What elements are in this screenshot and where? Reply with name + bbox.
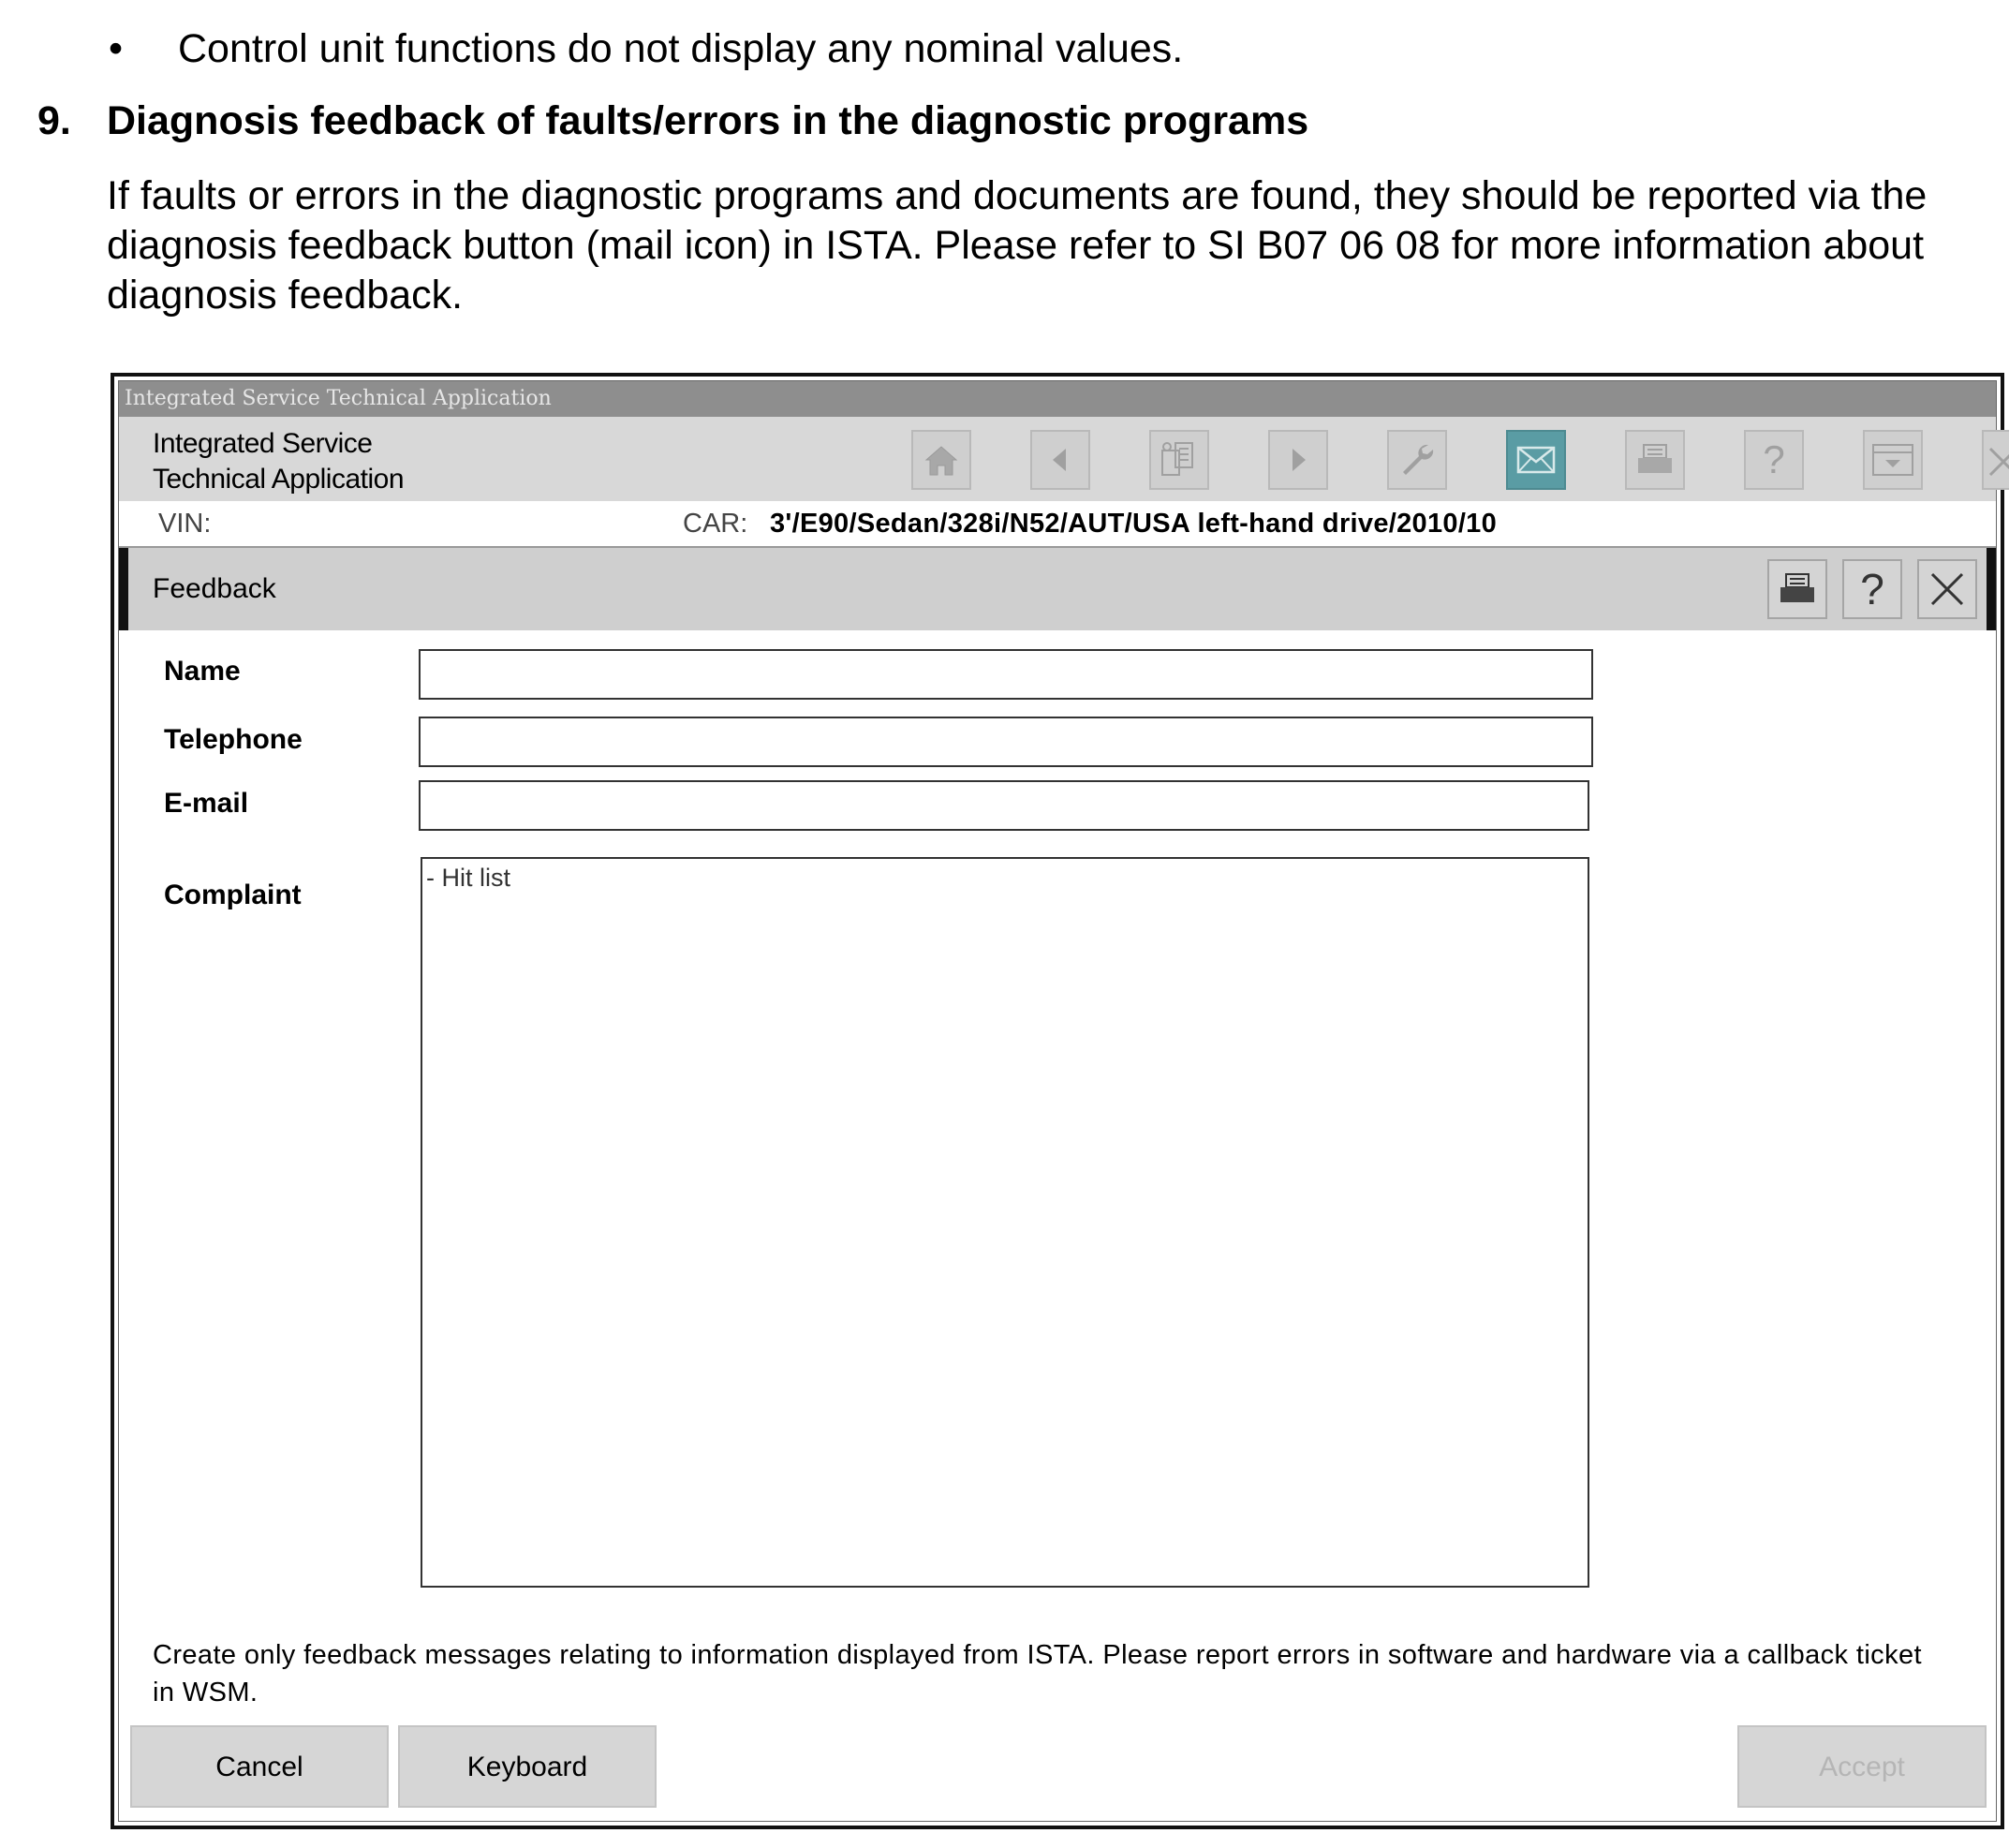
app-toolbar	[119, 417, 1996, 501]
telephone-field[interactable]	[419, 717, 1593, 767]
svg-text:?: ?	[1763, 439, 1785, 480]
window-frame	[118, 380, 1997, 1822]
name-label: Name	[164, 656, 241, 687]
vehicle-info-bar	[119, 501, 1996, 548]
documents-icon	[1157, 437, 1202, 482]
vin-label: VIN:	[158, 509, 212, 539]
bullet-marker: •	[109, 26, 124, 71]
accept-button[interactable]: Accept	[1737, 1725, 1987, 1808]
feedback-notice: Create only feedback messages relating to information displayed from ISTA. Please report errors in software and hardware via a callback ticket in WSM.	[153, 1640, 1922, 1708]
help-icon	[1755, 439, 1793, 480]
forward-arrow-icon	[1279, 441, 1317, 479]
cancel-button[interactable]: Cancel	[130, 1725, 389, 1808]
email-field[interactable]	[419, 780, 1589, 831]
help-button[interactable]	[1744, 430, 1804, 490]
feedback-close-button[interactable]	[1917, 559, 1977, 619]
feedback-title: Feedback	[153, 573, 276, 604]
home-button[interactable]	[911, 430, 971, 490]
print-button[interactable]	[1625, 430, 1685, 490]
svg-text:?: ?	[1860, 567, 1884, 612]
back-button[interactable]	[1030, 430, 1090, 490]
app-name-line2: Technical Application	[153, 464, 405, 495]
documents-button[interactable]	[1149, 430, 1209, 490]
car-value: 3'/E90/Sedan/328i/N52/AUT/USA left-hand drive/2010/10	[770, 509, 1498, 539]
forward-button[interactable]	[1268, 430, 1328, 490]
window-titlebar: Integrated Service Technical Application	[119, 381, 1996, 417]
section-title: Diagnosis feedback of faults/errors in the diagnostic programs	[107, 98, 1309, 143]
help-icon	[1854, 567, 1891, 612]
car-label: CAR:	[683, 509, 748, 539]
minimize-icon	[1870, 441, 1915, 479]
email-label: E-mail	[164, 788, 249, 819]
minimize-button[interactable]	[1863, 430, 1923, 490]
print-icon	[1777, 570, 1818, 608]
wrench-icon	[1396, 439, 1438, 480]
app-name-line1: Integrated Service	[153, 428, 373, 459]
close-app-button[interactable]	[1982, 430, 2009, 490]
mail-icon	[1515, 443, 1557, 477]
feedback-help-button[interactable]	[1842, 559, 1902, 619]
close-icon	[1985, 441, 2009, 479]
close-icon	[1927, 569, 1968, 610]
keyboard-button[interactable]: Keyboard	[398, 1725, 657, 1808]
section-body: If faults or errors in the diagnostic programs and documents are found, they should be reported via the diagnosis feedback button (mail icon) in ISTA. Please refer to SI B07 06 08 for more information about diagnosis feedback.	[107, 173, 1928, 318]
feedback-header	[119, 548, 1996, 630]
feedback-mail-button[interactable]	[1506, 430, 1566, 490]
service-functions-button[interactable]	[1387, 430, 1447, 490]
section-number: 9.	[37, 98, 71, 143]
feedback-print-button[interactable]	[1767, 559, 1827, 619]
name-field[interactable]	[419, 649, 1593, 700]
print-icon	[1634, 441, 1676, 479]
complaint-label: Complaint	[164, 880, 302, 910]
bullet-text: Control unit functions do not display any nominal values.	[178, 26, 1184, 71]
complaint-textarea[interactable]	[421, 857, 1589, 1588]
home-icon	[923, 441, 960, 479]
app-name	[153, 426, 404, 497]
back-arrow-icon	[1041, 441, 1079, 479]
ista-window	[111, 373, 2004, 1829]
telephone-label: Telephone	[164, 724, 303, 755]
